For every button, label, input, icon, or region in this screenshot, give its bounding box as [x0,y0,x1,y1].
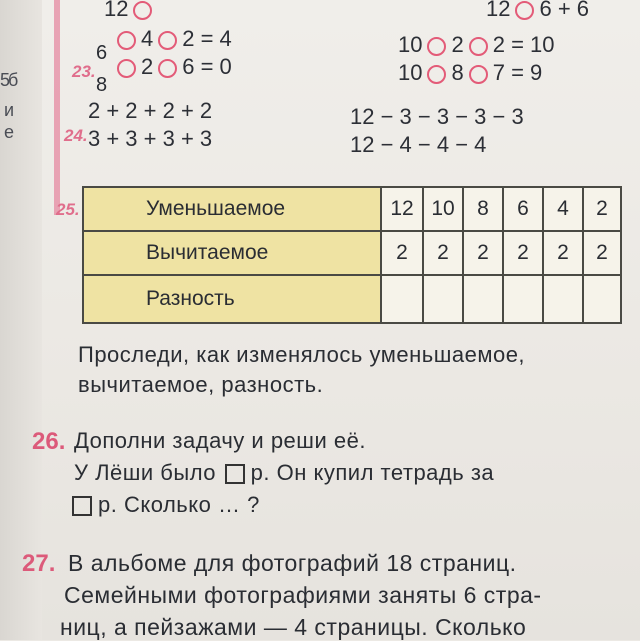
table-row [84,276,620,322]
value: 7 = 9 [492,60,543,85]
task-26-line2 [74,460,494,486]
table-cell: 2 [382,232,424,274]
row-label-minuend: Уменьшаемое [84,188,382,230]
task-27-line3: ниц, а пейзажами — 4 страницы. Сколько [60,614,527,640]
margin-letter: е [4,122,15,142]
table-cell: 6 [504,188,544,230]
task-26-line1: Дополни задачу и реши её. [74,428,366,453]
task-24-right-line2: 12 − 4 − 4 − 4 [350,132,487,157]
margin-letter: и [4,100,15,120]
table-cell: 2 [544,232,584,274]
table-cell: 4 [544,188,584,230]
task-23-left-row1 [112,26,232,52]
table-cell-empty [544,276,584,322]
value: 6 = 0 [182,54,232,79]
task-27-number: 27. [22,550,56,577]
table-cell: 8 [464,188,504,230]
value: 2 = 10 [492,32,555,57]
value: 2 = 4 [182,26,232,51]
margin-letter: б [8,70,19,90]
blank-box-icon [225,464,245,484]
ring-icon [427,37,446,56]
row-label-difference: Разность [84,276,382,322]
table-cell: 10 [424,188,464,230]
table-cell-empty [584,276,620,322]
table-cell: 2 [584,188,620,230]
value: 2 [141,54,154,79]
value: 10 [398,60,423,85]
margin-bar [54,0,60,215]
blank-box-icon [72,496,92,516]
task-24-right-line1: 12 − 3 − 3 − 3 − 3 [350,104,524,129]
value: 8 [451,60,464,85]
table-cell: 2 [504,232,544,274]
table-cell-empty [424,276,464,322]
page-fold [0,0,42,640]
value: 10 [398,32,423,57]
task-25-number: 25. [56,200,80,219]
table-cell: 2 [464,232,504,274]
task-24-left-line2: 3 + 3 + 3 + 3 [88,126,213,151]
ring-icon [469,37,488,56]
cut-line-left [104,0,157,22]
task-26-line2a: У Лёши было [74,460,217,485]
cut-left-text: 12 [104,0,129,21]
subtraction-table [82,186,622,324]
task-24-left-line1: 2 + 2 + 2 + 2 [88,98,213,123]
row-label-subtrahend: Вычитаемое [84,232,382,274]
table-cell: 12 [382,188,424,230]
ring-icon [117,31,136,50]
ring-icon [158,31,177,50]
task-23-number: 23. [72,62,96,81]
table-cell-empty [382,276,424,322]
task-26-line3-text: р. Сколько … ? [98,492,260,517]
ring-icon [515,1,534,20]
ring-icon [133,1,152,20]
task-27-line1: В альбоме для фотографий 18 страниц. [68,550,517,576]
cut-right-expr: 6 + 6 [539,0,590,21]
task-24-number: 24. [64,126,88,145]
ring-icon [117,59,136,78]
value: 2 [451,32,464,57]
task-23-right-row2 [398,60,542,86]
table-row [84,232,620,276]
task-23-stack-bottom: 8 [96,74,108,96]
task-23-right-row1 [398,32,555,58]
task-23-left-row2 [112,54,232,80]
margin-letter: 5 [0,70,11,90]
table-row [84,188,620,232]
task-26-line2b: р. Он купил тетрадь за [250,460,495,485]
value: 4 [141,26,154,51]
ring-icon [469,65,488,84]
table-cell-empty [464,276,504,322]
table-cell-empty [504,276,544,322]
table-cell: 2 [424,232,464,274]
table-cell: 2 [584,232,620,274]
task-26-line3 [70,492,260,518]
ring-icon [158,59,177,78]
task-25-text-line1: Проследи, как изменялось уменьшаемое, [78,342,526,367]
cut-right-text: 12 [486,0,511,21]
task-26-number: 26. [32,428,66,455]
task-25-text-line2: вычитаемое, разность. [78,372,324,397]
ring-icon [427,65,446,84]
task-27-line2: Семейными фотографиями заняты 6 стра- [64,582,542,608]
task-23-stack-top: 6 [96,42,108,64]
cut-line-right [486,0,589,22]
